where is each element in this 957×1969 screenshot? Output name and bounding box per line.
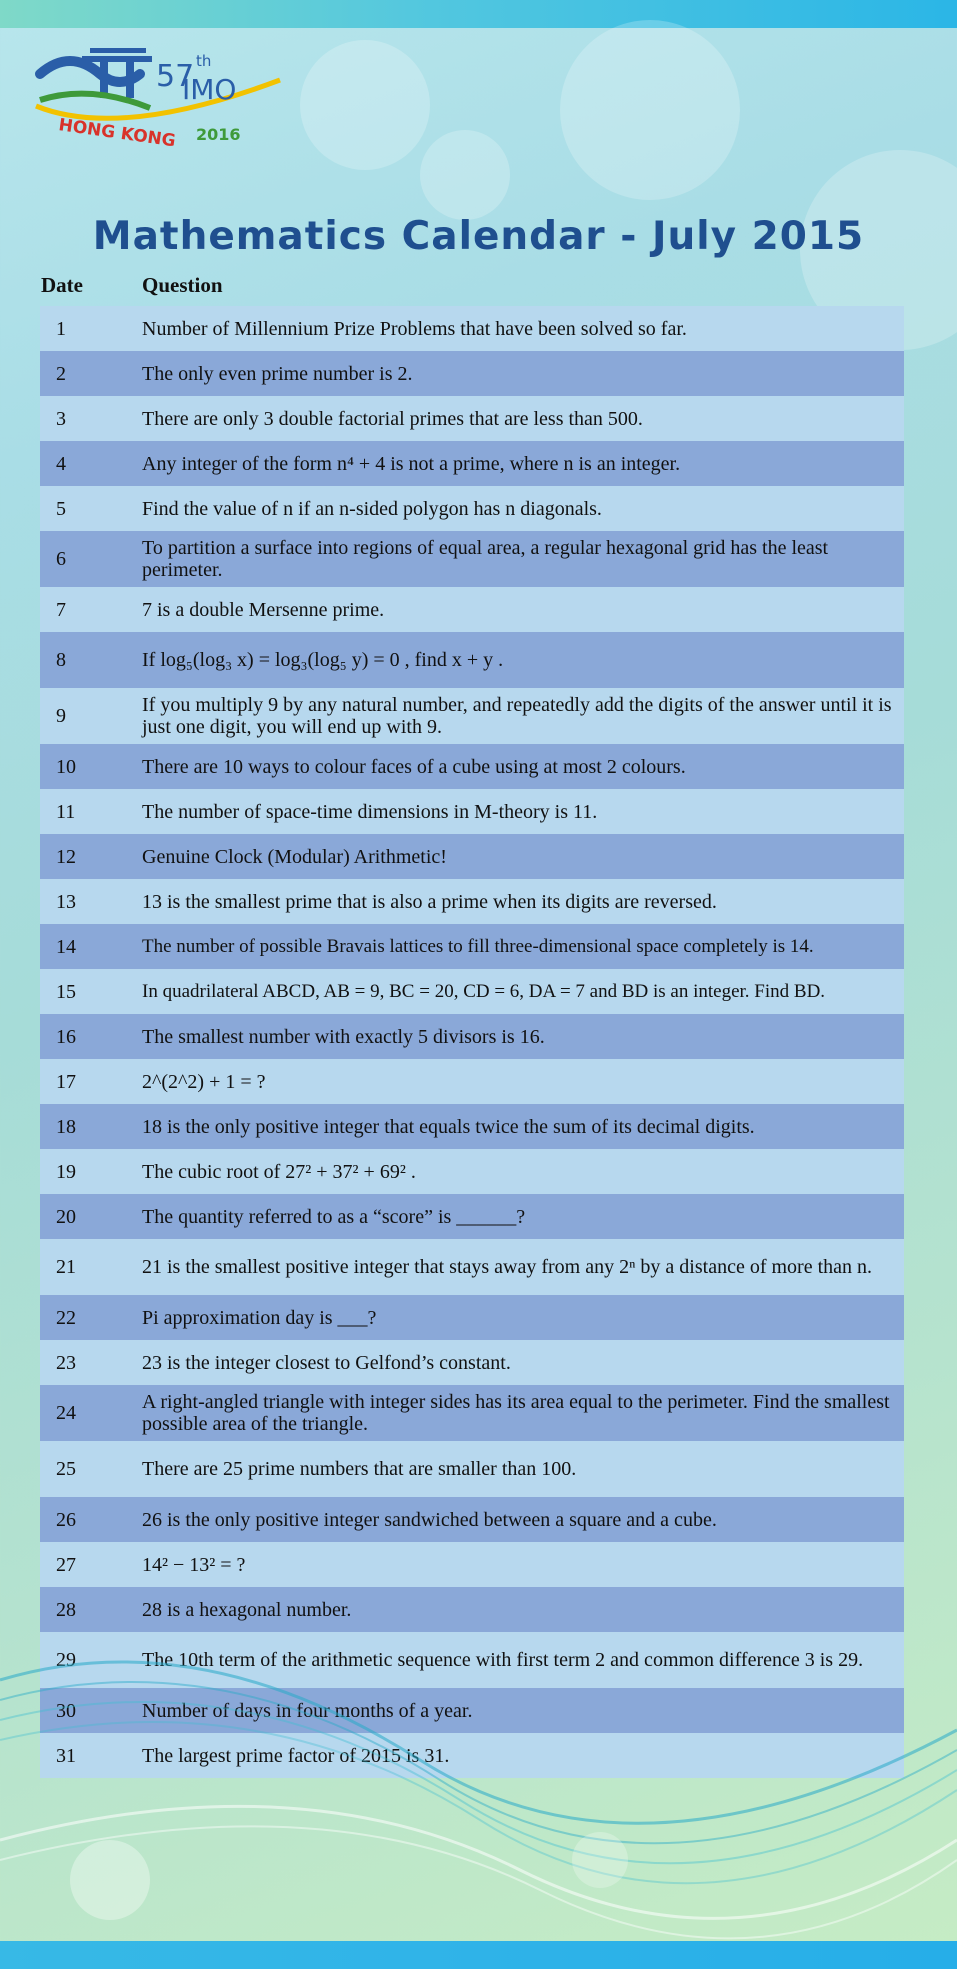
date-cell: 1 — [56, 317, 66, 340]
table-row — [40, 688, 904, 744]
table-row — [40, 396, 904, 441]
date-cell: 29 — [56, 1649, 76, 1671]
bottom-banner — [0, 1941, 957, 1969]
table-row — [40, 441, 904, 486]
table-row — [40, 1104, 904, 1149]
date-cell: 18 — [56, 1115, 76, 1138]
date-cell: 9 — [56, 705, 66, 727]
question-cell: The only even prime number is 2. — [142, 362, 413, 385]
table-row — [40, 1149, 904, 1194]
date-cell: 19 — [56, 1160, 76, 1183]
date-cell: 2 — [56, 362, 66, 385]
date-cell: 31 — [56, 1744, 76, 1767]
date-cell: 16 — [56, 1025, 76, 1048]
question-cell: 2^(2^2) + 1 = ? — [142, 1070, 266, 1093]
svg-text:IMO: IMO — [182, 73, 237, 106]
date-cell: 28 — [56, 1598, 76, 1621]
question-cell: The number of space-time dimensions in M-theory is 11. — [142, 800, 598, 823]
table-row — [40, 531, 904, 587]
question-cell: To partition a surface into regions of equal area, a regular hexagonal grid has the least perimeter. — [142, 537, 829, 581]
question-cell: 14² − 13² = ? — [142, 1553, 246, 1576]
date-cell: 13 — [56, 890, 76, 913]
svg-text:HONG KONG: HONG KONG — [57, 115, 177, 152]
top-banner — [0, 0, 957, 28]
question-cell: If log₅(log₃ x) = log₃(log₅ y) = 0 , find x + y . — [142, 649, 504, 671]
date-cell: 23 — [56, 1351, 76, 1374]
date-column-header: Date — [41, 273, 83, 297]
question-cell: 21 is the smallest positive integer that stays away from any 2ⁿ by a distance of more than n. — [142, 1256, 873, 1278]
question-cell: In quadrilateral ABCD, AB = 9, BC = 20, CD = 6, DA = 7 and BD is an integer. Find BD. — [142, 980, 826, 1002]
question-cell: Any integer of the form n⁴ + 4 is not a prime, where n is an integer. — [142, 452, 681, 475]
date-cell: 24 — [56, 1402, 76, 1424]
question-cell: There are only 3 double factorial primes that are less than 500. — [142, 407, 643, 430]
date-cell: 6 — [56, 548, 66, 570]
svg-text:57: 57 — [156, 59, 195, 94]
decorative-waves — [0, 1640, 957, 1950]
table-row — [40, 969, 904, 1014]
date-cell: 3 — [56, 407, 66, 430]
question-cell: The 10th term of the arithmetic sequence with first term 2 and common difference 3 is 29. — [142, 1649, 864, 1671]
imo-logo — [30, 44, 290, 154]
question-cell: The number of possible Bravais lattices to fill three-dimensional space completely is 14. — [142, 935, 814, 957]
date-cell: 25 — [56, 1458, 76, 1480]
question-cell: The largest prime factor of 2015 is 31. — [142, 1744, 450, 1767]
table-row — [40, 1542, 904, 1587]
table-row — [40, 306, 904, 351]
background-bokeh — [300, 40, 430, 170]
table-row — [40, 1295, 904, 1340]
question-cell: There are 25 prime numbers that are smaller than 100. — [142, 1458, 577, 1480]
date-cell: 11 — [56, 800, 76, 823]
table-row — [40, 1587, 904, 1632]
svg-text:2016: 2016 — [196, 125, 241, 144]
table-row — [40, 1194, 904, 1239]
question-cell: 23 is the integer closest to Gelfond’s constant. — [142, 1351, 511, 1374]
table-row — [40, 1497, 904, 1542]
date-cell: 30 — [56, 1699, 76, 1722]
table-row — [40, 1059, 904, 1104]
date-cell: 20 — [56, 1205, 76, 1228]
table-row — [40, 834, 904, 879]
table-row — [40, 1014, 904, 1059]
date-cell: 26 — [56, 1508, 76, 1531]
question-cell: Find the value of n if an n-sided polygon has n diagonals. — [142, 497, 602, 520]
date-cell: 4 — [56, 452, 66, 475]
question-cell: The cubic root of 27² + 37² + 69² . — [142, 1160, 416, 1183]
date-cell: 10 — [56, 755, 76, 778]
question-cell: There are 10 ways to colour faces of a cube using at most 2 colours. — [142, 755, 686, 778]
date-cell: 12 — [56, 845, 76, 868]
table-row — [40, 1340, 904, 1385]
question-cell: The smallest number with exactly 5 divisors is 16. — [142, 1025, 545, 1048]
table-row — [40, 744, 904, 789]
background-bokeh — [420, 130, 510, 220]
date-cell: 5 — [56, 497, 66, 520]
date-cell: 15 — [56, 980, 76, 1003]
table-row — [40, 879, 904, 924]
question-cell: Pi approximation day is ___? — [142, 1306, 377, 1329]
date-cell: 14 — [56, 935, 76, 958]
question-cell: 18 is the only positive integer that equals twice the sum of its decimal digits. — [142, 1115, 755, 1138]
date-cell: 22 — [56, 1306, 76, 1329]
table-row — [40, 351, 904, 396]
date-cell: 17 — [56, 1070, 76, 1093]
question-column-header: Question — [142, 273, 223, 297]
page-title: Mathematics Calendar - July 2015 — [92, 214, 865, 259]
date-cell: 27 — [56, 1553, 76, 1576]
question-cell: Number of days in four months of a year. — [142, 1699, 473, 1722]
question-cell: Genuine Clock (Modular) Arithmetic! — [142, 845, 447, 868]
question-cell: Number of Millennium Prize Problems that have been solved so far. — [142, 317, 687, 340]
table-row — [40, 924, 904, 969]
question-cell: 28 is a hexagonal number. — [142, 1598, 352, 1621]
date-cell: 7 — [56, 598, 66, 621]
background-bokeh — [560, 20, 740, 200]
table-row — [40, 1239, 904, 1295]
table-row — [40, 789, 904, 834]
table-row — [40, 486, 904, 531]
table-row — [40, 632, 904, 688]
table-row — [40, 1441, 904, 1497]
question-cell: 26 is the only positive integer sandwiched between a square and a cube. — [142, 1508, 717, 1531]
question-cell: 7 is a double Mersenne prime. — [142, 598, 385, 621]
svg-text:th: th — [196, 52, 212, 70]
question-cell: If you multiply 9 by any natural number, and repeatedly add the digits of the answer until it is just one digit, you will end up with 9. — [142, 694, 892, 738]
table-row — [40, 1385, 904, 1441]
date-cell: 8 — [56, 649, 66, 671]
question-cell: A right-angled triangle with integer sides has its area equal to the perimeter. Find the smallest possible area of the triangle. — [142, 1391, 890, 1435]
question-cell: 13 is the smallest prime that is also a prime when its digits are reversed. — [142, 890, 717, 913]
date-cell: 21 — [56, 1256, 76, 1278]
question-cell: The quantity referred to as a “score” is ______? — [142, 1205, 526, 1228]
table-row — [40, 587, 904, 632]
calendar-table — [40, 306, 904, 1778]
